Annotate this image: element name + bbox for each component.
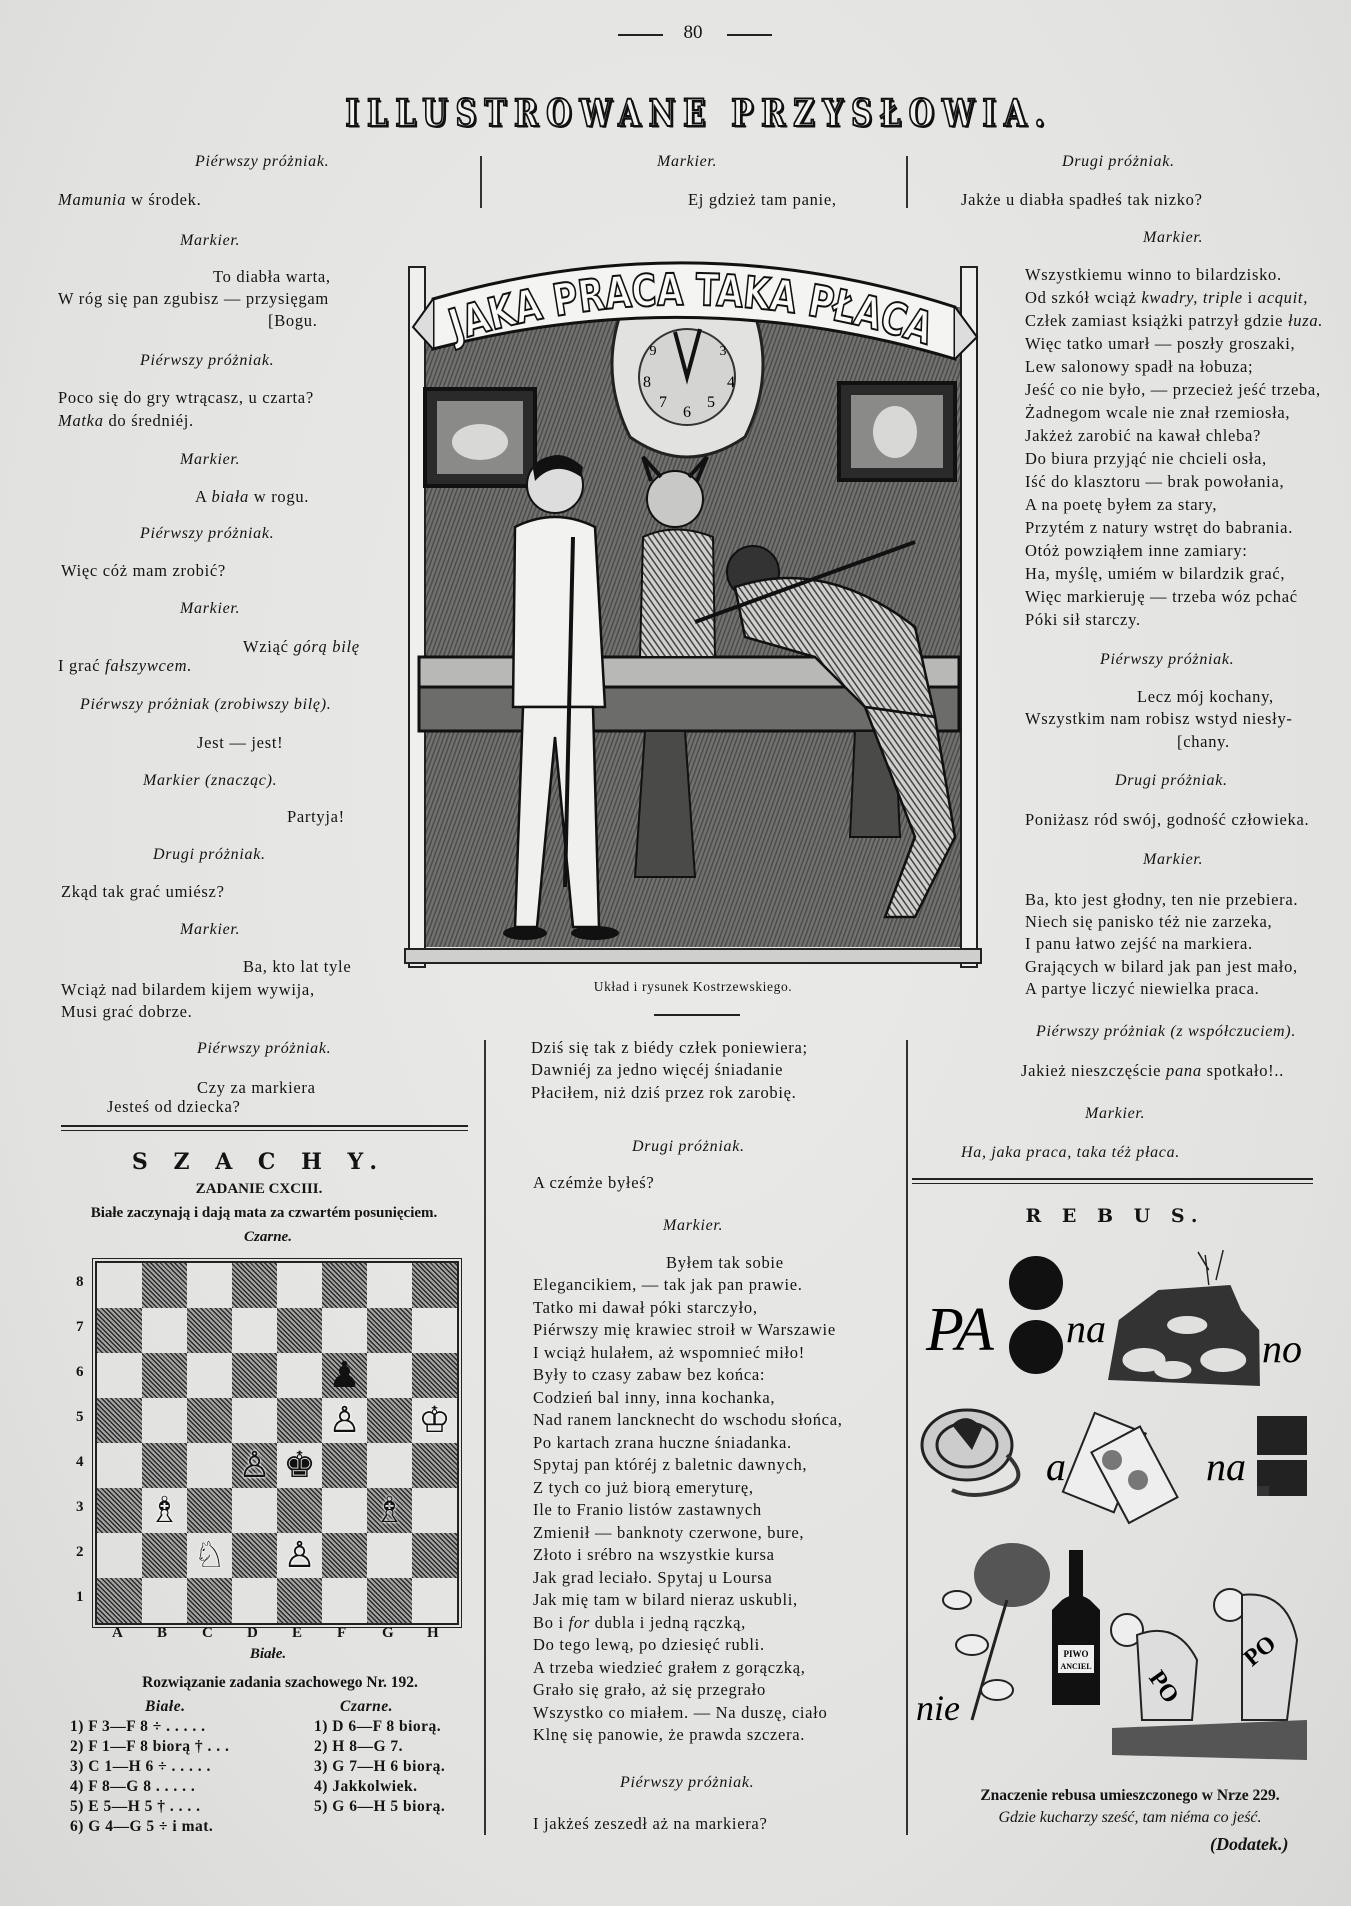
verse-segment: Jakież nieszczęście xyxy=(1021,1061,1167,1080)
board-square xyxy=(232,1353,277,1398)
rebus-title: R E B U S. xyxy=(1025,1205,1205,1227)
rebus-answer: Gdzie kucharzy sześć, tam niéma co jeść. xyxy=(998,1809,1262,1826)
board-square xyxy=(367,1443,412,1488)
verse-line: Jesteś od dziecka? xyxy=(107,1097,241,1116)
speaker-heading: Markier (znacząc). xyxy=(143,772,278,789)
chess-section-title: S Z A C H Y. xyxy=(131,1149,387,1175)
page-number-dash-left xyxy=(618,34,663,36)
board-square xyxy=(412,1578,457,1623)
clock-numeral: 8 xyxy=(643,374,651,391)
board-square xyxy=(412,1308,457,1353)
board-square xyxy=(232,1398,277,1443)
board-square xyxy=(322,1578,367,1623)
speaker-heading: Piérwszy próżniak (zrobiwszy bilę). xyxy=(80,696,332,713)
speaker-heading: Markier. xyxy=(180,921,241,938)
file-label: F xyxy=(337,1625,347,1641)
supplement-note: (Dodatek.) xyxy=(1210,1834,1289,1854)
clock-numeral: 4 xyxy=(727,374,735,391)
board-square xyxy=(97,1308,142,1353)
board-square xyxy=(367,1308,412,1353)
white-pawn-piece: ♙ xyxy=(283,1535,316,1576)
rebus-text-na: na xyxy=(1206,1444,1246,1489)
file-label: E xyxy=(292,1625,303,1641)
speaker-heading: Piérwszy próżniak. xyxy=(1100,651,1235,668)
rank-label: 2 xyxy=(76,1544,84,1560)
bending-boys-icon xyxy=(1111,1589,1307,1760)
speaker-heading: Drugi próżniak. xyxy=(1062,153,1175,170)
white-move: 5) E 5—H 5 † . . . . xyxy=(70,1798,201,1815)
verse-segment: do średniéj. xyxy=(103,411,194,430)
verse-segment: dubla i jedną rączką, xyxy=(589,1612,746,1632)
verse-segment: acquit, xyxy=(1257,288,1309,307)
board-square xyxy=(412,1533,457,1578)
speaker-heading: Markier. xyxy=(1143,229,1204,246)
speaker-heading: Piérwszy próżniak (z współczuciem). xyxy=(1036,1023,1297,1040)
verse-line: Płaciłem, niż dziś przez rok zarobię. xyxy=(531,1083,797,1102)
verse-line: Poco się do gry wtrącasz, u czarta? xyxy=(58,388,314,407)
verse-line: Do biura przyjąć nie chcieli osła, xyxy=(1025,449,1267,468)
verse-line: Do tego lewą, po dziesięć rubli. xyxy=(533,1635,765,1654)
rebus-text-no: no xyxy=(1262,1326,1302,1371)
verse-line: Wszystkim nam robisz wstyd niesły- xyxy=(1025,709,1293,728)
verse-line: Jakże u diabła spadłeś tak nizko? xyxy=(961,190,1203,209)
verse-line: Elegancikiem, — tak jak pan prawie. xyxy=(533,1275,803,1294)
dark-coin-icon xyxy=(1009,1320,1063,1374)
chess-problem-number: ZADANIE CXCIII. xyxy=(195,1181,323,1197)
verse-line: Nad ranem lancknecht do wschodu słońca, xyxy=(533,1410,843,1429)
speaker-heading: Markier. xyxy=(180,600,241,617)
verse-line: Iść do klasztoru — brak powołania, xyxy=(1025,472,1285,491)
board-square xyxy=(187,1578,232,1623)
section-double-rule xyxy=(61,1130,468,1131)
board-square xyxy=(367,1263,412,1308)
board-square xyxy=(322,1443,367,1488)
white-move: 4) F 8—G 8 . . . . . xyxy=(70,1778,196,1795)
column-divider xyxy=(480,156,482,208)
verse-line: Ile to Franio listów zastawnych xyxy=(533,1500,762,1519)
verse-line: Dawniéj za jedno więcéj śniadanie xyxy=(531,1060,784,1079)
verse-segment: i xyxy=(1242,288,1258,307)
rebus-text-po: PO xyxy=(1239,1630,1282,1672)
board-square xyxy=(232,1488,277,1533)
verse-segment: pana xyxy=(1166,1061,1202,1080)
verse-line: Ha, myślę, umiém w bilardzik grać, xyxy=(1025,564,1286,583)
white-move: 3) C 1—H 6 ÷ . . . . . xyxy=(70,1758,211,1775)
verse-line xyxy=(243,636,360,658)
verse-segment: Mamunia xyxy=(58,190,127,209)
file-label: A xyxy=(112,1625,123,1641)
board-square xyxy=(97,1443,142,1488)
verse-line: Tatko mi dawał póki starczyło, xyxy=(533,1297,758,1317)
verse-line xyxy=(1021,1060,1284,1082)
verse-line xyxy=(1025,287,1308,309)
board-square xyxy=(187,1308,232,1353)
speaker-heading: Piérwszy próżniak. xyxy=(195,153,330,170)
board-square xyxy=(322,1533,367,1578)
white-move: 2) F 1—F 8 biorą † . . . xyxy=(70,1738,230,1755)
banner-text: JAKA PRACA TAKA PŁACA xyxy=(443,264,947,358)
speaker-heading: Drugi próżniak. xyxy=(1115,772,1228,789)
verse-line: Piérwszy mię krawiec stroił w Warszawie xyxy=(533,1320,836,1339)
verse-line: Niech się panisko téż nie zarzeka, xyxy=(1025,912,1273,931)
white-pawn-piece: ♙ xyxy=(238,1445,271,1486)
chessboard xyxy=(95,1261,459,1625)
verse-line: Po kartach zrana huczne śniadanka. xyxy=(533,1432,792,1452)
verse-segment: kwadry, triple xyxy=(1141,288,1243,307)
board-square xyxy=(367,1578,412,1623)
verse-segment: w rogu. xyxy=(248,487,310,506)
speaker-heading: Piérwszy próżniak. xyxy=(140,352,275,369)
speaker-heading: Markier. xyxy=(180,451,241,468)
board-square xyxy=(97,1533,142,1578)
chess-task-text: Białe zaczynają i dają mata za czwartém posunięciem. xyxy=(90,1205,438,1221)
verse-segment: biała xyxy=(211,487,249,506)
verse-line: Zmienił — banknoty czerwone, bure, xyxy=(533,1522,805,1542)
file-label: D xyxy=(247,1625,258,1641)
page-number: 80 xyxy=(683,22,703,43)
board-square xyxy=(322,1308,367,1353)
rank-label: 7 xyxy=(76,1319,84,1335)
board-square xyxy=(277,1353,322,1398)
file-label: C xyxy=(202,1625,213,1641)
verse-segment: Człek zamiast książki patrzył gdzie xyxy=(1025,311,1288,330)
board-square xyxy=(232,1533,277,1578)
board-square xyxy=(277,1398,322,1443)
verse-line: I panu łatwo zejść na markiera. xyxy=(1025,934,1253,953)
board-square xyxy=(367,1533,412,1578)
board-square xyxy=(277,1488,322,1533)
column-divider xyxy=(906,1040,908,1835)
verse-line: Partyja! xyxy=(287,807,345,826)
board-square xyxy=(187,1488,232,1533)
board-square xyxy=(277,1308,322,1353)
verse-line: W róg się pan zgubisz — przysięgam xyxy=(58,289,329,308)
file-label: H xyxy=(427,1625,439,1641)
verse-line: Jeść co nie było, — przecież jeść trzeba, xyxy=(1025,380,1321,399)
verse-line: Grających w bilard jak pan jest mało, xyxy=(1025,957,1298,976)
left-post xyxy=(409,267,425,967)
chess-black-label: Czarne. xyxy=(244,1229,292,1245)
board-square xyxy=(142,1263,187,1308)
verse-line: Zkąd tak grać umiész? xyxy=(61,882,225,901)
wall-clock xyxy=(612,306,763,457)
verse-segment: łuza. xyxy=(1287,311,1324,330)
rank-label: 4 xyxy=(76,1454,84,1470)
white-pawn-piece: ♙ xyxy=(328,1400,361,1441)
rebus-puzzle xyxy=(912,1250,1312,1780)
solution-white-header: Białe. xyxy=(145,1698,186,1715)
verse-line: Złoto i srébro na wszystkie kursa xyxy=(533,1545,775,1564)
verse-line: Wciąż nad bilardem kijem wywija, xyxy=(61,980,315,999)
verse-line: To diabła warta, xyxy=(213,267,331,286)
speaker-heading: Drugi próżniak. xyxy=(153,846,266,863)
speaker-heading: Markier. xyxy=(180,232,241,249)
verse-line: Klnę się panowie, że prawda szczera. xyxy=(533,1725,806,1744)
board-square xyxy=(142,1353,187,1398)
rocks-icon xyxy=(1108,1250,1260,1386)
board-square xyxy=(232,1263,277,1308)
verse-line: Jak grad leciało. Spytaj u Loursa xyxy=(533,1567,773,1587)
chess-white-label: Białe. xyxy=(249,1646,287,1662)
verse-line xyxy=(1025,310,1323,332)
board-square xyxy=(142,1443,187,1488)
verse-line xyxy=(58,189,201,211)
sticks-bundle-icon xyxy=(1257,1416,1307,1496)
verse-line: Więc markieruję — trzeba wóz pchać xyxy=(1025,587,1298,606)
verse-segment: w środek. xyxy=(126,190,202,209)
column-divider xyxy=(906,156,908,208)
board-square xyxy=(322,1488,367,1533)
verse-segment: Bo i xyxy=(533,1612,569,1632)
verse-line: Dziś się tak z biédy człek poniewiera; xyxy=(531,1038,808,1057)
board-square xyxy=(277,1578,322,1623)
verse-line: Były to czasy zabaw bez końca: xyxy=(533,1365,766,1384)
file-label: B xyxy=(157,1625,168,1641)
board-square xyxy=(97,1353,142,1398)
white-move: 1) F 3—F 8 ÷ . . . . . xyxy=(70,1718,206,1735)
board-square xyxy=(232,1578,277,1623)
verse-line: Jest — jest! xyxy=(197,733,284,752)
verse-line: Więc cóż mam zrobić? xyxy=(61,561,226,580)
verse-line xyxy=(58,410,194,432)
verse-line: Przytém z natury wstręt do babrania. xyxy=(1025,518,1294,537)
black-move: 2) H 8—G 7. xyxy=(314,1738,404,1755)
solution-black-header: Czarne. xyxy=(340,1698,394,1715)
verse-line: Z tych co już biorą emeryturę, xyxy=(533,1477,754,1497)
board-square xyxy=(142,1533,187,1578)
speaker-heading: Markier. xyxy=(1143,851,1204,868)
white-king-piece: ♔ xyxy=(418,1400,451,1441)
black-move: 3) G 7—H 6 biorą. xyxy=(314,1758,446,1775)
board-square xyxy=(277,1263,322,1308)
verse-line: Musi grać dobrze. xyxy=(61,1002,193,1021)
page-number-dash-right xyxy=(727,34,772,36)
board-square xyxy=(187,1398,232,1443)
board-square xyxy=(367,1353,412,1398)
board-square xyxy=(97,1488,142,1533)
verse-line xyxy=(533,1612,746,1634)
rank-label: 5 xyxy=(76,1409,84,1425)
rebus-answer-title: Znaczenie rebusa umieszczonego w Nrze 229. xyxy=(980,1787,1280,1804)
board-square xyxy=(142,1308,187,1353)
speaker-heading: Piérwszy próżniak. xyxy=(197,1040,332,1057)
clock-numeral: 3 xyxy=(719,344,727,359)
verse-line: Byłem tak sobie xyxy=(666,1253,784,1272)
verse-line: Wszystko co miałem. — Na duszę, ciało xyxy=(533,1702,828,1722)
board-square xyxy=(412,1263,457,1308)
column-divider xyxy=(484,1040,486,1835)
verse-line: Jakżeż zarobić na kawał chleba? xyxy=(1025,426,1262,445)
playing-cards-icon xyxy=(1063,1413,1178,1523)
verse-line: [chany. xyxy=(1177,732,1230,751)
board-square xyxy=(142,1398,187,1443)
section-double-rule xyxy=(912,1183,1313,1184)
rank-label: 1 xyxy=(76,1589,84,1605)
board-square xyxy=(412,1353,457,1398)
verse-line: Spytaj pan któréj z baletnic dawnych, xyxy=(533,1455,808,1474)
speaker-heading: Ha, jaka praca, taka téż płaca. xyxy=(961,1144,1180,1161)
verse-segment: I grać xyxy=(58,656,106,675)
verse-line: Ba, kto lat tyle xyxy=(243,957,352,976)
verse-line: I jakżeś zeszedł aż na markiera? xyxy=(533,1814,768,1833)
verse-segment: Matka xyxy=(58,411,104,430)
verse-line: Póki sił starczy. xyxy=(1025,610,1141,629)
rebus-text-pa: PA xyxy=(926,1296,994,1364)
billiard-illustration xyxy=(395,237,991,973)
clock-numeral: 5 xyxy=(707,394,715,411)
white-bishop-piece: ♗ xyxy=(373,1490,406,1531)
verse-segment: górą bilę xyxy=(293,637,360,656)
board-square xyxy=(97,1578,142,1623)
verse-segment: spotkało!.. xyxy=(1201,1061,1285,1080)
chess-solution-title: Rozwiązanie zadania szachowego Nr. 192. xyxy=(142,1674,418,1691)
verse-line: Czy za markiera xyxy=(197,1078,316,1097)
section-double-rule xyxy=(912,1178,1313,1180)
verse-line: Ba, kto jest głodny, ten nie przebiera. xyxy=(1025,890,1299,909)
black-pawn-piece: ♟ xyxy=(328,1355,361,1396)
verse-segment: Wziąć xyxy=(243,637,294,656)
caption-rule xyxy=(654,1014,740,1016)
clock-numeral: 7 xyxy=(659,394,667,411)
board-square xyxy=(187,1263,232,1308)
black-king-piece: ♚ xyxy=(283,1445,316,1486)
file-label: G xyxy=(382,1625,394,1641)
verse-line: I wciąż hulałem, aż wspomnieć miło! xyxy=(533,1342,805,1362)
verse-line: Otóż powziąłem inne zamiary: xyxy=(1025,541,1248,560)
verse-line: A trzeba wiedzieć grałem z gorączką, xyxy=(533,1657,806,1677)
rebus-text-a: a xyxy=(1046,1444,1066,1489)
board-square xyxy=(97,1398,142,1443)
rebus-text-na: na xyxy=(1066,1306,1106,1351)
verse-segment: for xyxy=(568,1612,590,1632)
board-square xyxy=(187,1443,232,1488)
section-double-rule xyxy=(61,1125,468,1127)
board-square xyxy=(412,1443,457,1488)
speaker-heading: Drugi próżniak. xyxy=(632,1138,745,1155)
speaker-heading: Markier. xyxy=(657,153,718,170)
black-move: 5) G 6—H 5 biorą. xyxy=(314,1798,446,1815)
right-post xyxy=(961,267,977,967)
verse-line: Żadnegom wcale nie znał rzemiosła, xyxy=(1025,403,1291,422)
white-move: 6) G 4—G 5 ÷ i mat. xyxy=(70,1818,214,1835)
board-square xyxy=(367,1398,412,1443)
board-square xyxy=(232,1308,277,1353)
speaker-heading: Markier. xyxy=(663,1217,724,1234)
verse-segment: A xyxy=(195,487,212,506)
rank-label: 3 xyxy=(76,1499,84,1515)
black-move: 1) D 6—F 8 biorą. xyxy=(314,1718,442,1735)
board-square xyxy=(322,1263,367,1308)
verse-line: Więc tatko umarł — poszły groszaki, xyxy=(1025,334,1296,353)
rope-coil-icon xyxy=(922,1410,1018,1495)
rank-label: 6 xyxy=(76,1364,84,1380)
verse-line: Poniżasz ród swój, godność człowieka. xyxy=(1025,810,1310,829)
verse-segment: Od szkół wciąż xyxy=(1025,288,1142,307)
verse-line: A czémże byłeś? xyxy=(533,1173,655,1192)
board-square xyxy=(142,1578,187,1623)
black-move: 4) Jakkolwiek. xyxy=(314,1778,418,1795)
bottle-label: PIWO xyxy=(1063,1649,1089,1659)
speaker-heading: Markier. xyxy=(1085,1105,1146,1122)
page-title: ILLUSTROWANE PRZYSŁOWIA. xyxy=(345,90,1053,136)
dark-coin-icon xyxy=(1009,1256,1063,1310)
verse-line: A na poetę byłem za stary, xyxy=(1025,495,1218,514)
verse-line: Lecz mój kochany, xyxy=(1137,687,1274,706)
verse-line: Wszystkiemu winno to bilardzisko. xyxy=(1025,265,1282,284)
clock-numeral: 9 xyxy=(649,344,657,359)
beer-bottle-icon xyxy=(1052,1550,1100,1705)
speaker-heading: Piérwszy próżniak. xyxy=(140,525,275,542)
verse-line: Codzień bal inny, inna kochanka, xyxy=(533,1387,776,1407)
illustration-caption: Układ i rysunek Kostrzewskiego. xyxy=(593,979,793,994)
speaker-heading: Piérwszy próżniak. xyxy=(620,1774,755,1791)
bottle-label: ANCIEL xyxy=(1060,1662,1092,1671)
board-square xyxy=(412,1488,457,1533)
verse-line: Grało się grało, aż się przegrało xyxy=(533,1680,766,1699)
rank-label: 8 xyxy=(76,1274,84,1290)
verse-line xyxy=(58,655,192,677)
rebus-text-po: PO xyxy=(1143,1666,1184,1709)
verse-line xyxy=(195,486,309,508)
verse-line: A partye liczyć niewielka praca. xyxy=(1025,979,1260,998)
verse-line: Lew salonowy spadł na łobuza; xyxy=(1025,357,1254,376)
verse-segment: fałszywcem. xyxy=(105,656,193,675)
verse-line: [Bogu. xyxy=(268,311,318,330)
verse-line: Ej gdzież tam panie, xyxy=(688,190,837,209)
verse-line: Jak mię tam w bilard nieraz uskubli, xyxy=(533,1590,798,1609)
white-bishop-piece: ♗ xyxy=(148,1490,181,1531)
board-square xyxy=(187,1353,232,1398)
rebus-text-nie: nie xyxy=(916,1688,960,1728)
board-square xyxy=(97,1263,142,1308)
clock-numeral: 6 xyxy=(683,404,691,421)
white-knight-piece: ♘ xyxy=(193,1535,226,1576)
